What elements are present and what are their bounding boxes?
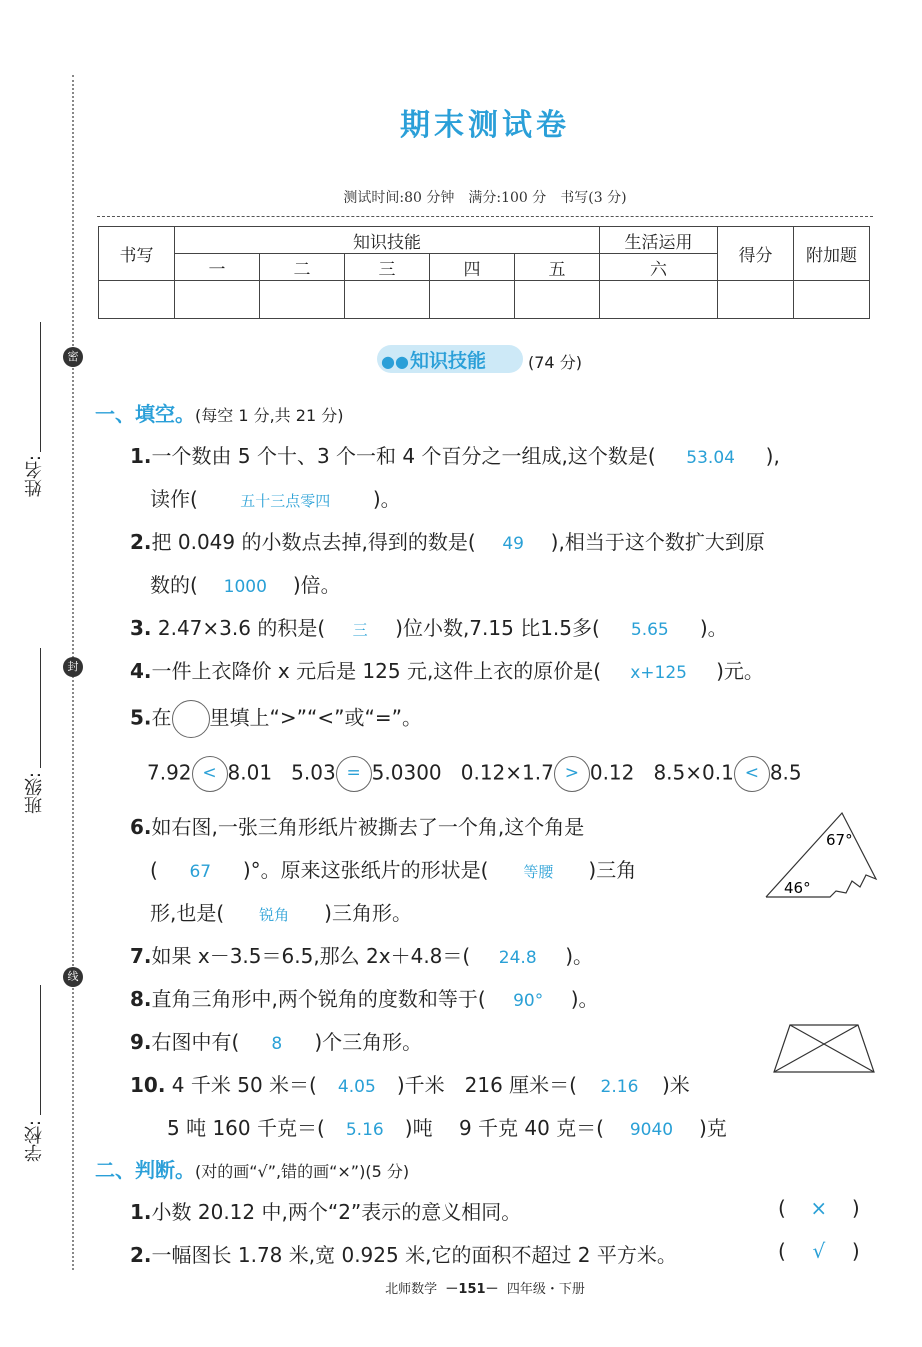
question-6: 6.如右图,一张三角形纸片被撕去了一个角,这个角是 bbox=[130, 815, 585, 839]
school-line bbox=[40, 985, 41, 1115]
answer: 4.05 bbox=[337, 1077, 376, 1097]
judge-answer-1: ( × ) bbox=[778, 1196, 860, 1220]
judge-question-1: 1.小数 20.12 中,两个“2”表示的意义相同。 bbox=[130, 1200, 522, 1224]
score-cell[interactable] bbox=[430, 281, 515, 319]
question-2: 2.把 0.049 的小数点去掉,得到的数是( 49 ),相当于这个数扩大到原 bbox=[130, 530, 765, 554]
answer: 五十三点零四 bbox=[240, 492, 331, 510]
question-8: 8.直角三角形中,两个锐角的度数和等于( 90° )。 bbox=[130, 987, 599, 1011]
answer: 53.04 bbox=[686, 448, 735, 468]
page-footer: 北师数学 －151－ 四年级・下册 bbox=[385, 1282, 585, 1297]
col-1: 一 bbox=[175, 254, 260, 281]
school-label: 学校: bbox=[24, 1120, 45, 1163]
answer: 8 bbox=[271, 1034, 283, 1054]
compare-row: 7.92 < 8.01 5.03 = 5.0300 0.12×1.7 > 0.12 8.5×0.1 < 8.5 bbox=[147, 756, 802, 792]
answer: 67 bbox=[189, 862, 212, 882]
question-9: 9.右图中有( 8 )个三角形。 bbox=[130, 1030, 423, 1054]
exam-info: 测试时间:80 分钟 满分:100 分 书写(3 分) bbox=[343, 190, 627, 206]
section-title: 知识技能 bbox=[410, 350, 487, 372]
seal-mark-xian: 线 bbox=[63, 967, 83, 987]
question-4: 4.一件上衣降价 x 元后是 125 元,这件上衣的原价是( x+125 )元。 bbox=[130, 659, 764, 683]
class-line bbox=[40, 648, 41, 768]
col-6: 六 bbox=[600, 254, 718, 281]
angle-label: 46° bbox=[784, 879, 811, 897]
score-table bbox=[98, 226, 870, 319]
section-score: (74 分) bbox=[528, 353, 582, 372]
answer: 49 bbox=[502, 534, 524, 554]
trapezoid-figure bbox=[772, 1022, 876, 1076]
question-1-line2: 读作( 五十三点零四 )。 bbox=[150, 487, 401, 511]
col-3: 三 bbox=[345, 254, 430, 281]
compare-answer: = bbox=[336, 756, 372, 792]
answer: 1000 bbox=[223, 577, 267, 597]
score-cell[interactable] bbox=[718, 281, 794, 319]
circle-icon bbox=[172, 700, 210, 738]
score-cell[interactable] bbox=[794, 281, 870, 319]
part2-header: 二、判断。(对的画“√”,错的画“×”)(5 分) bbox=[95, 1158, 410, 1182]
question-3: 3. 2.47×3.6 的积是( 三 )位小数,7.15 比1.5多( 5.65 )。 bbox=[130, 616, 728, 640]
compare-answer: < bbox=[192, 756, 228, 792]
torn-triangle-figure bbox=[762, 805, 880, 905]
seal-mark-feng: 封 bbox=[63, 657, 83, 677]
answer: 9040 bbox=[629, 1120, 674, 1140]
part1-header: 一、填空。(每空 1 分,共 21 分) bbox=[95, 402, 344, 426]
question-10: 10. 4 千米 50 米＝( 4.05 )千米 216 厘米＝( 2.16 )米 bbox=[130, 1073, 690, 1097]
judge-question-2: 2.一幅图长 1.78 米,宽 0.925 米,它的面积不超过 2 平方米。 bbox=[130, 1243, 677, 1267]
answer: 90° bbox=[513, 991, 544, 1011]
divider bbox=[97, 216, 873, 217]
question-2-line2: 数的( 1000 )倍。 bbox=[150, 573, 341, 597]
answer: 2.16 bbox=[600, 1077, 639, 1097]
judge-answer-2: ( √ ) bbox=[778, 1239, 860, 1263]
answer: 24.8 bbox=[498, 948, 537, 968]
page-number: －151－ bbox=[445, 1282, 499, 1297]
score-cell[interactable] bbox=[600, 281, 718, 319]
col-5: 五 bbox=[515, 254, 600, 281]
answer: 三 bbox=[352, 621, 368, 639]
question-6-line3: 形,也是( 锐角 )三角形。 bbox=[150, 901, 412, 925]
question-1: 1.一个数由 5 个十、3 个一和 4 个百分之一组成,这个数是( 53.04 ), bbox=[130, 444, 780, 468]
compare-answer: < bbox=[734, 756, 770, 792]
answer: 等腰 bbox=[523, 863, 554, 881]
answer: 5.65 bbox=[630, 620, 669, 640]
page-title: 期末测试卷 bbox=[400, 108, 570, 143]
col-2: 二 bbox=[260, 254, 345, 281]
question-6-line2: ( 67 )°。原来这张纸片的形状是( 等腰 )三角 bbox=[150, 858, 637, 882]
col-fujia: 附加题 bbox=[794, 227, 870, 281]
class-label: 班级: bbox=[24, 772, 45, 815]
col-4: 四 bbox=[430, 254, 515, 281]
question-5: 5.在 里填上“>”“<”或“=”。 bbox=[130, 700, 422, 738]
answer: 锐角 bbox=[259, 906, 290, 924]
name-line bbox=[40, 322, 41, 452]
compare-answer: > bbox=[554, 756, 590, 792]
question-10-line2: 5 吨 160 千克＝( 5.16 )吨 9 千克 40 克＝( 9040 )克 bbox=[167, 1116, 727, 1140]
dots-icon: ●● bbox=[381, 352, 409, 371]
col-shuxie: 书写 bbox=[99, 227, 175, 281]
col-zhishi: 知识技能 bbox=[175, 227, 600, 254]
score-cell[interactable] bbox=[515, 281, 600, 319]
question-7: 7.如果 x－3.5＝6.5,那么 2x＋4.8＝( 24.8 )。 bbox=[130, 944, 594, 968]
answer: x+125 bbox=[630, 663, 687, 683]
col-shenghuo: 生活运用 bbox=[600, 227, 718, 254]
score-cell[interactable] bbox=[260, 281, 345, 319]
score-cell[interactable] bbox=[99, 281, 175, 319]
name-label: 姓名: bbox=[24, 455, 45, 498]
seal-mark-mi: 密 bbox=[63, 347, 83, 367]
score-cell[interactable] bbox=[175, 281, 260, 319]
col-defen: 得分 bbox=[718, 227, 794, 281]
answer: 5.16 bbox=[345, 1120, 384, 1140]
score-cell[interactable] bbox=[345, 281, 430, 319]
angle-label: 67° bbox=[826, 831, 853, 849]
